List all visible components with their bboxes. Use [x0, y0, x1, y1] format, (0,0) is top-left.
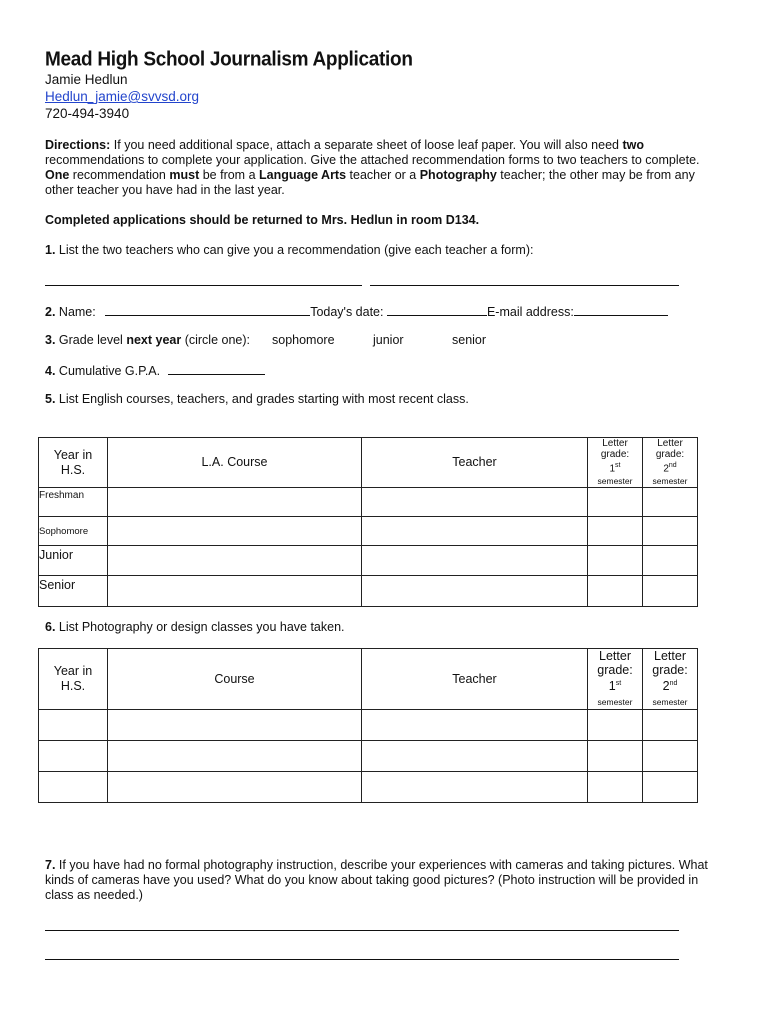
course-cell[interactable] [108, 546, 362, 576]
grade-cell[interactable] [643, 710, 698, 741]
table-row [39, 546, 698, 576]
row-label-freshman: Freshman [39, 488, 108, 517]
grade-option-junior[interactable]: junior [373, 333, 404, 347]
grade-cell[interactable] [588, 488, 643, 517]
teacher-cell[interactable] [362, 710, 588, 741]
directions-bold: Language Arts [259, 168, 347, 182]
row-label-junior: Junior [39, 546, 108, 576]
question-text: List Photography or design classes you have taken. [55, 620, 345, 634]
course-cell[interactable] [108, 488, 362, 517]
date-label: Today's date: [310, 305, 387, 319]
question-number: 2. [45, 305, 56, 319]
form-title: Mead High School Journalism Application [45, 48, 413, 71]
directions-bold: must [169, 168, 200, 182]
question-number: 1. [45, 243, 56, 257]
grade-cell[interactable] [643, 576, 698, 607]
year-cell[interactable] [39, 741, 108, 772]
course-cell[interactable] [108, 741, 362, 772]
recommender-1-line[interactable] [45, 285, 362, 286]
table-row [39, 576, 698, 607]
teacher-cell[interactable] [362, 546, 588, 576]
question-number: 5. [45, 392, 56, 406]
question-7 [45, 858, 723, 903]
table-header-row [39, 438, 698, 488]
directions-text: recommendation [69, 168, 170, 182]
question-2 [45, 303, 668, 319]
name-label: Name: [55, 305, 100, 319]
grade-cell[interactable] [643, 488, 698, 517]
grade-cell[interactable] [643, 517, 698, 546]
question-text: (circle one): [181, 333, 250, 347]
teacher-cell[interactable] [362, 488, 588, 517]
question-text: If you have had no formal photography instruction, describe your experiences with cameras and taking pictures. What kinds of cameras have you used? What do you know about taking good pictures? (Photo instruction will be provided in class as needed.) [45, 858, 708, 902]
grade-cell[interactable] [588, 517, 643, 546]
course-cell[interactable] [108, 772, 362, 803]
question-number: 3. [45, 333, 56, 347]
question-1 [45, 243, 533, 257]
teacher-cell[interactable] [362, 772, 588, 803]
answer-line-1[interactable] [45, 930, 679, 931]
email-label: E-mail address: [486, 305, 574, 319]
grade-option-sophomore[interactable]: sophomore [272, 333, 335, 347]
grade-2nd-header: Letter grade: 2nd semester [643, 649, 698, 710]
teacher-header: Teacher [362, 438, 588, 488]
year-cell[interactable] [39, 710, 108, 741]
course-cell[interactable] [108, 517, 362, 546]
course-cell[interactable] [108, 576, 362, 607]
question-text: List the two teachers who can give you a recommendation (give each teacher a form): [55, 243, 534, 257]
grade-cell[interactable] [643, 772, 698, 803]
directions-label: Directions: [45, 138, 111, 152]
course-header: L.A. Course [108, 438, 362, 488]
contact-phone: 720-494-3940 [45, 106, 130, 121]
grade-cell[interactable] [588, 741, 643, 772]
directions-text: teacher or a [346, 168, 420, 182]
answer-line-2[interactable] [45, 959, 679, 960]
table-row [39, 488, 698, 517]
question-text: Grade level [55, 333, 127, 347]
teacher-header: Teacher [362, 649, 588, 710]
question-5 [45, 392, 469, 406]
directions-bold: One [45, 168, 70, 182]
directions-text: If you need additional space, attach a separate sheet of loose leaf paper. You will also need [110, 138, 623, 152]
grade-cell[interactable] [588, 772, 643, 803]
row-label-sophomore: Sophomore [39, 517, 108, 546]
table-row [39, 741, 698, 772]
question-text: List English courses, teachers, and grades starting with most recent class. [55, 392, 469, 406]
contact-name: Jamie Hedlun [45, 72, 128, 87]
row-label-senior: Senior [39, 576, 108, 607]
teacher-cell[interactable] [362, 741, 588, 772]
question-number: 7. [45, 858, 56, 872]
grade-cell[interactable] [588, 576, 643, 607]
year-header: Year in H.S. [39, 649, 108, 710]
course-cell[interactable] [108, 710, 362, 741]
question-3 [45, 333, 250, 347]
grade-cell[interactable] [588, 546, 643, 576]
contact-email-link[interactable]: Hedlun_jamie@svvsd.org [45, 89, 200, 104]
grade-2nd-header: Letter grade: 2nd semester [643, 438, 698, 488]
directions-bold: Photography [419, 168, 497, 182]
directions-bold: two [622, 138, 644, 152]
teacher-cell[interactable] [362, 576, 588, 607]
grade-cell[interactable] [643, 546, 698, 576]
name-field[interactable] [105, 303, 310, 316]
email-field[interactable] [574, 303, 668, 316]
question-bold-text: next year [126, 333, 182, 347]
table-header-row [39, 649, 698, 710]
table-row [39, 710, 698, 741]
question-number: 4. [45, 364, 56, 378]
grade-cell[interactable] [643, 741, 698, 772]
course-header: Course [108, 649, 362, 710]
directions-paragraph [45, 138, 725, 198]
question-4 [45, 362, 265, 378]
grade-1st-header: Letter grade: 1st semester [588, 649, 643, 710]
question-text: Cumulative G.P.A. [55, 364, 164, 378]
english-courses-table [38, 437, 698, 607]
directions-text: be from a [199, 168, 259, 182]
recommender-2-line[interactable] [370, 285, 679, 286]
teacher-cell[interactable] [362, 517, 588, 546]
grade-1st-header: Letter grade: 1st semester [588, 438, 643, 488]
question-number: 6. [45, 620, 56, 634]
directions-text: recommendations to complete your application. Give the attached recommendation forms to two teachers to complete. [45, 153, 700, 167]
grade-cell[interactable] [588, 710, 643, 741]
return-instructions: Completed applications should be returned to Mrs. Hedlun in room D134. [45, 213, 480, 227]
date-field[interactable] [387, 303, 487, 316]
table-row [39, 517, 698, 546]
question-6 [45, 620, 345, 634]
year-cell[interactable] [39, 772, 108, 803]
table-row [39, 772, 698, 803]
directions-text: teacher; the other may be from any other teacher you have had in the last year. [45, 168, 695, 197]
gpa-field[interactable] [168, 362, 265, 375]
photography-classes-table [38, 648, 698, 803]
grade-option-senior[interactable]: senior [452, 333, 487, 347]
year-header: Year in H.S. [39, 438, 108, 488]
